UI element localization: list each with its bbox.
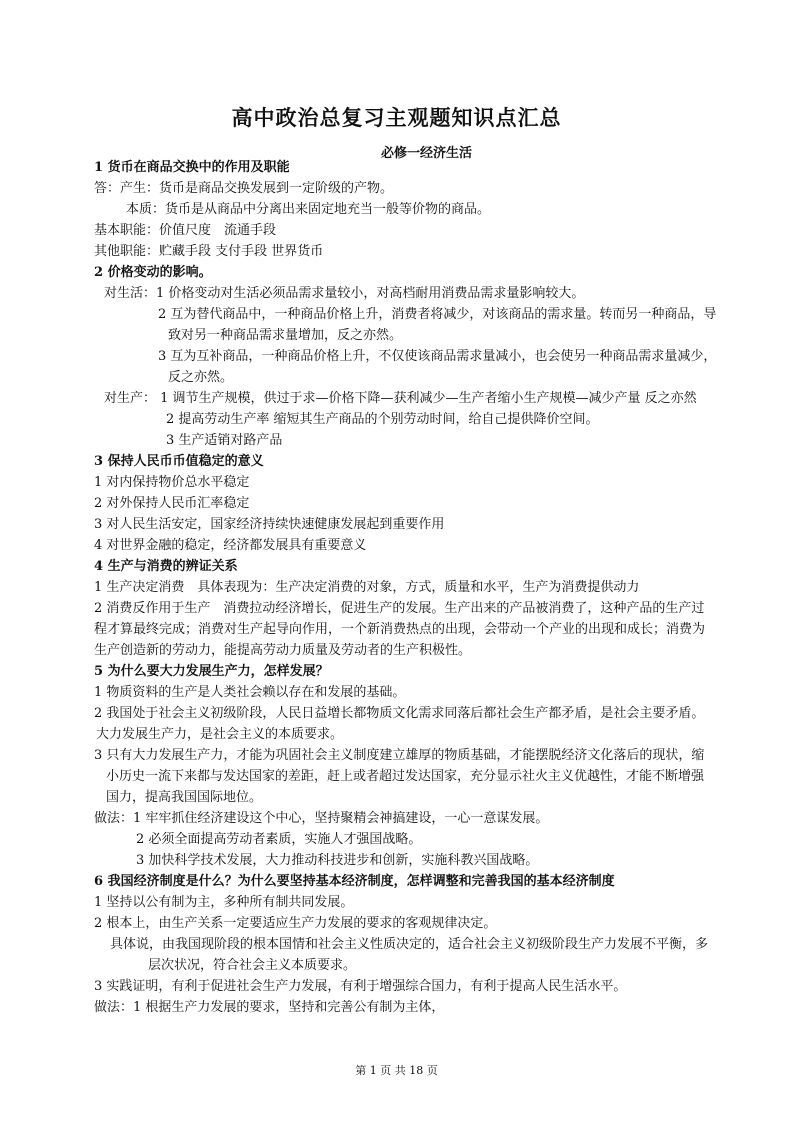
section-heading: 4 生产与消费的辨证关系 [94, 559, 238, 574]
text-line: 答：产生：货币是商品交换发展到一定阶级的产物。 [94, 181, 394, 196]
text-line: 反之亦然。 [168, 370, 234, 385]
section-heading: 3 保持人民币币值稳定的意义 [94, 454, 264, 469]
text-line: 对生活：1 价格变动对生活必须品需求量较小，对高档耐用消费品需求量影响较大。 [104, 286, 585, 301]
text-line: 2 我国处于社会主义初级阶段，人民日益增长都物质文化需求同落后都社会生产都矛盾，是社会主要矛盾。 [94, 706, 705, 721]
text-line: 1 坚持以公有制为主，多种所有制共同发展。 [94, 895, 354, 910]
text-line: 国力，提高我国国际地位。 [106, 790, 263, 805]
text-line: 致对另一种商品需求量增加，反之亦然。 [168, 328, 403, 343]
section-heading: 1 货币在商品交换中的作用及职能 [94, 160, 290, 175]
text-line: 3 只有大力发展生产力，才能为巩固社会主义制度建立雄厚的物质基础，才能摆脱经济文化落后的现状，缩 [94, 748, 705, 763]
text-line: 生产创造新的劳动力，能提高劳动力质量及劳动者的生产积极性。 [94, 643, 472, 658]
text-line: 3 生产适销对路产品 [166, 433, 283, 448]
text-line: 2 对外保持人民币汇率稳定 [94, 496, 250, 511]
document-subtitle: 必修一经济生活 [380, 146, 472, 161]
section-heading: 2 价格变动的影响。 [94, 265, 212, 280]
text-line: 基本职能：价值尺度 流通手段 [94, 223, 277, 238]
text-line: 程才算最终完成；消费对生产起导向作用，一个新消费热点的出现，会带动一个产业的出现和成长；消费为 [94, 622, 706, 637]
text-line: 其他职能：贮藏手段 支付手段 世界货币 [94, 244, 324, 259]
text-line: 做法：1 根据生产力发展的要求，坚持和完善公有制为主体， [94, 1000, 445, 1015]
text-line: 3 互为互补商品，一种商品价格上升，不仅使该商品需求量减小，也会使另一种商品需求量减少， [158, 349, 717, 364]
document-title: 高中政治总复习主观题知识点汇总 [231, 105, 562, 130]
text-line: 小历史一流下来都与发达国家的差距，赶上或者超过发达国家，充分显示社火主义优越性，才能不断增强 [106, 769, 705, 784]
text-line: 1 生产决定消费 具体表现为：生产决定消费的对象，方式，质量和水平，生产为消费提供动力 [94, 580, 640, 595]
text-line: 1 物质资料的生产是人类社会赖以存在和发展的基础。 [94, 685, 406, 700]
text-line: 做法：1 牢牢抓住经济建设这个中心，坚持聚精会神搞建设，一心一意谋发展。 [94, 811, 549, 826]
text-line: 对生产： 1 调节生产规模，供过于求—价格下降—获利减少—生产者缩小生产规模—减少产量 反之亦然 [104, 391, 697, 406]
text-line: 2 根本上，由生产关系一定要适应生产力发展的要求的客观规律决定。 [94, 916, 497, 931]
text-line: 3 对人民生活安定，国家经济持续快速健康发展起到重要作用 [94, 517, 445, 532]
text-line: 2 必须全面提高劳动者素质，实施人才强国战略。 [136, 832, 422, 847]
text-line: 4 对世界金融的稳定，经济都发展具有重要意义 [94, 538, 367, 553]
section-heading: 6 我国经济制度是什么？为什么要坚持基本经济制度，怎样调整和完善我国的基本经济制度 [94, 874, 615, 889]
text-line: 层次状况，符合社会主义本质要求。 [148, 958, 357, 973]
text-line: 2 互为替代商品中，一种商品价格上升，消费者将减少，对该商品的需求量。转而另一种商品，导 [158, 307, 717, 322]
section-heading: 5 为什么要大力发展生产力，怎样发展？ [94, 664, 329, 679]
page-footer: 第 1 页 共 18 页 [355, 1064, 438, 1077]
text-line: 3 实践证明，有利于促进社会生产力发展，有利于增强综合国力，有利于提高人民生活水平。 [94, 979, 627, 994]
text-line: 1 对内保持物价总水平稳定 [94, 475, 250, 490]
text-line: 2 提高劳动生产率 缩短其生产商品的个别劳动时间，给自己提供降价空间。 [166, 412, 599, 427]
text-line: 大力发展生产力，是社会主义的本质要求。 [96, 727, 344, 742]
text-line: 3 加快科学技术发展，大力推动科技进步和创新，实施科教兴国战略。 [136, 853, 539, 868]
text-line: 2 消费反作用于生产 消费拉动经济增长，促进生产的发展。生产出来的产品被消费了，这种产品的生产过 [94, 601, 705, 616]
text-line: 本质：货币是从商品中分离出来固定地充当一般等价物的商品。 [126, 202, 491, 217]
text-line: 具体说，由我国现阶段的根本国情和社会主义性质决定的，适合社会主义初级阶段生产力发展不平衡，多 [110, 937, 709, 952]
